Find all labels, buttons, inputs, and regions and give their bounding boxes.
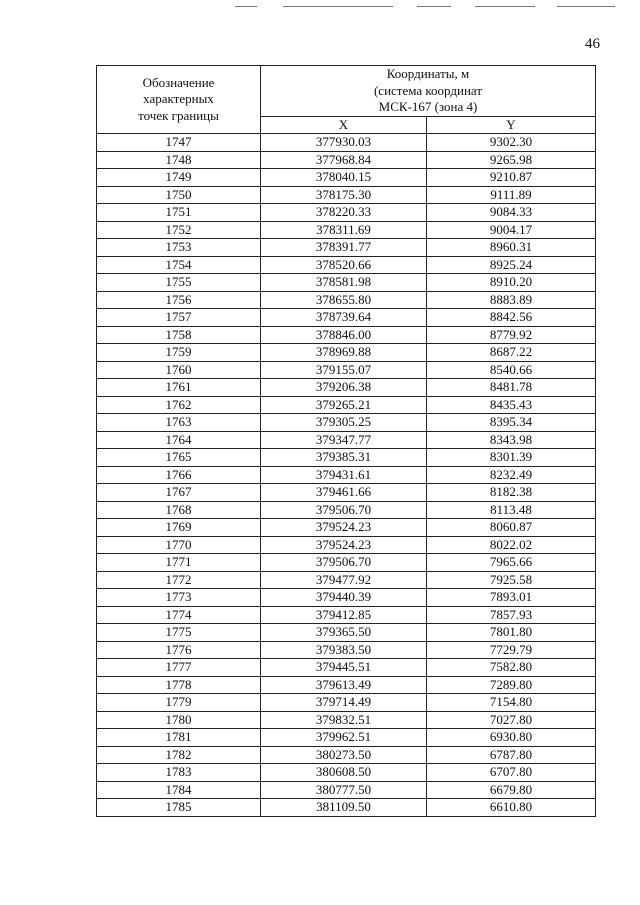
y-coordinate-cell: 8301.39	[427, 449, 596, 467]
y-coordinate-cell: 6787.80	[427, 746, 596, 764]
y-coordinate-cell: 9111.89	[427, 186, 596, 204]
table-row	[97, 799, 596, 817]
y-coordinate-cell: 6610.80	[427, 799, 596, 817]
x-coordinate-cell: 381109.50	[261, 799, 427, 817]
y-coordinate-cell: 8842.56	[427, 309, 596, 327]
y-coordinate-cell: 8060.87	[427, 519, 596, 537]
point-id-cell: 1781	[97, 729, 261, 747]
y-coordinate-cell: 7925.58	[427, 571, 596, 589]
table-row	[97, 449, 596, 467]
x-coordinate-cell: 378520.66	[261, 256, 427, 274]
x-coordinate-cell: 379412.85	[261, 606, 427, 624]
y-coordinate-cell: 9084.33	[427, 204, 596, 222]
y-coordinate-cell: 6707.80	[427, 764, 596, 782]
table-row	[97, 169, 596, 187]
point-id-cell: 1760	[97, 361, 261, 379]
y-coordinate-cell: 8481.78	[427, 379, 596, 397]
point-id-cell: 1782	[97, 746, 261, 764]
table-row	[97, 309, 596, 327]
x-coordinate-cell: 379714.49	[261, 694, 427, 712]
y-coordinate-cell: 7154.80	[427, 694, 596, 712]
x-coordinate-cell: 378739.64	[261, 309, 427, 327]
y-coordinate-cell: 8435.43	[427, 396, 596, 414]
y-coordinate-cell: 8232.49	[427, 466, 596, 484]
table-row	[97, 431, 596, 449]
table-row	[97, 291, 596, 309]
x-coordinate-cell: 379962.51	[261, 729, 427, 747]
y-coordinate-cell: 8395.34	[427, 414, 596, 432]
point-id-cell: 1785	[97, 799, 261, 817]
table-row	[97, 676, 596, 694]
x-coordinate-cell: 377930.03	[261, 134, 427, 152]
y-coordinate-cell: 6679.80	[427, 781, 596, 799]
table-row	[97, 764, 596, 782]
header-row	[97, 66, 596, 117]
x-coordinate-cell: 379461.66	[261, 484, 427, 502]
table-row	[97, 361, 596, 379]
table-row	[97, 466, 596, 484]
page-number: 46	[585, 36, 600, 52]
x-coordinate-cell: 379506.70	[261, 501, 427, 519]
x-coordinate-cell: 379445.51	[261, 659, 427, 677]
table-row	[97, 781, 596, 799]
table-row	[97, 239, 596, 257]
table-row	[97, 606, 596, 624]
x-coordinate-cell: 380273.50	[261, 746, 427, 764]
y-coordinate-cell: 7893.01	[427, 589, 596, 607]
x-coordinate-cell: 378581.98	[261, 274, 427, 292]
header-coords-line: (система координат	[373, 82, 483, 98]
y-coordinate-cell: 9210.87	[427, 169, 596, 187]
coordinates-table	[96, 65, 596, 817]
x-coordinate-cell: 379477.92	[261, 571, 427, 589]
x-coordinate-cell: 380777.50	[261, 781, 427, 799]
table-header	[97, 66, 596, 134]
x-coordinate-cell: 378846.00	[261, 326, 427, 344]
y-coordinate-cell: 9302.30	[427, 134, 596, 152]
x-coordinate-cell: 379524.23	[261, 519, 427, 537]
point-id-cell: 1769	[97, 519, 261, 537]
x-coordinate-cell: 377968.84	[261, 151, 427, 169]
point-id-cell: 1747	[97, 134, 261, 152]
x-coordinate-cell: 378311.69	[261, 221, 427, 239]
x-coordinate-cell: 378175.30	[261, 186, 427, 204]
x-coordinate-cell: 379347.77	[261, 431, 427, 449]
x-coordinate-cell: 379431.61	[261, 466, 427, 484]
y-coordinate-cell: 8182.38	[427, 484, 596, 502]
y-coordinate-cell: 8910.20	[427, 274, 596, 292]
table-row	[97, 641, 596, 659]
table-row	[97, 204, 596, 222]
point-id-cell: 1749	[97, 169, 261, 187]
point-id-cell: 1765	[97, 449, 261, 467]
point-id-cell: 1783	[97, 764, 261, 782]
table-row	[97, 379, 596, 397]
x-coordinate-cell: 379155.07	[261, 361, 427, 379]
scan-artifact-lines	[235, 6, 615, 10]
point-id-cell: 1767	[97, 484, 261, 502]
table-row	[97, 746, 596, 764]
point-id-cell: 1754	[97, 256, 261, 274]
table-row	[97, 589, 596, 607]
y-coordinate-cell: 8883.89	[427, 291, 596, 309]
point-id-cell: 1758	[97, 326, 261, 344]
point-id-cell: 1771	[97, 554, 261, 572]
table-row	[97, 221, 596, 239]
table-row	[97, 186, 596, 204]
y-coordinate-cell: 7027.80	[427, 711, 596, 729]
header-point-line: характерных	[143, 91, 214, 107]
x-coordinate-cell: 379383.50	[261, 641, 427, 659]
point-id-cell: 1748	[97, 151, 261, 169]
x-coordinate-cell: 379365.50	[261, 624, 427, 642]
point-id-cell: 1780	[97, 711, 261, 729]
header-y: Y	[427, 116, 596, 134]
table-row	[97, 659, 596, 677]
point-id-cell: 1763	[97, 414, 261, 432]
table-row	[97, 256, 596, 274]
table-row	[97, 274, 596, 292]
table-row	[97, 571, 596, 589]
table-row	[97, 151, 596, 169]
table-row	[97, 624, 596, 642]
point-id-cell: 1755	[97, 274, 261, 292]
table-row	[97, 414, 596, 432]
header-coords-line: Координаты, м	[386, 66, 470, 81]
x-coordinate-cell: 379305.25	[261, 414, 427, 432]
y-coordinate-cell: 8960.31	[427, 239, 596, 257]
x-coordinate-cell: 379613.49	[261, 676, 427, 694]
y-coordinate-cell: 7965.66	[427, 554, 596, 572]
point-id-cell: 1756	[97, 291, 261, 309]
x-coordinate-cell: 379265.21	[261, 396, 427, 414]
table-row	[97, 519, 596, 537]
y-coordinate-cell: 8779.92	[427, 326, 596, 344]
table-row	[97, 396, 596, 414]
point-id-cell: 1752	[97, 221, 261, 239]
y-coordinate-cell: 8687.22	[427, 344, 596, 362]
x-coordinate-cell: 379385.31	[261, 449, 427, 467]
x-coordinate-cell: 380608.50	[261, 764, 427, 782]
point-id-cell: 1768	[97, 501, 261, 519]
point-id-cell: 1779	[97, 694, 261, 712]
y-coordinate-cell: 8540.66	[427, 361, 596, 379]
x-coordinate-cell: 378391.77	[261, 239, 427, 257]
table-row	[97, 694, 596, 712]
y-coordinate-cell: 7801.80	[427, 624, 596, 642]
y-coordinate-cell: 7582.80	[427, 659, 596, 677]
y-coordinate-cell: 8343.98	[427, 431, 596, 449]
point-id-cell: 1773	[97, 589, 261, 607]
header-coordinates	[261, 66, 596, 117]
x-coordinate-cell: 379506.70	[261, 554, 427, 572]
header-point-line: Обозначение	[142, 74, 215, 90]
x-coordinate-cell: 378040.15	[261, 169, 427, 187]
point-id-cell: 1757	[97, 309, 261, 327]
point-id-cell: 1776	[97, 641, 261, 659]
point-id-cell: 1777	[97, 659, 261, 677]
y-coordinate-cell: 6930.80	[427, 729, 596, 747]
point-id-cell: 1772	[97, 571, 261, 589]
table-row	[97, 344, 596, 362]
table-row	[97, 501, 596, 519]
table-row	[97, 711, 596, 729]
point-id-cell: 1753	[97, 239, 261, 257]
point-id-cell: 1751	[97, 204, 261, 222]
point-id-cell: 1764	[97, 431, 261, 449]
x-coordinate-cell: 378969.88	[261, 344, 427, 362]
point-id-cell: 1775	[97, 624, 261, 642]
y-coordinate-cell: 7857.93	[427, 606, 596, 624]
header-point-line: точек границы	[138, 107, 219, 123]
table-body	[97, 134, 596, 817]
table-row	[97, 536, 596, 554]
point-id-cell: 1784	[97, 781, 261, 799]
header-point-designation	[97, 66, 261, 134]
y-coordinate-cell: 8022.02	[427, 536, 596, 554]
point-id-cell: 1762	[97, 396, 261, 414]
x-coordinate-cell: 378655.80	[261, 291, 427, 309]
header-coords-line: МСК-167 (зона 4)	[378, 99, 478, 114]
header-x: X	[261, 116, 427, 134]
point-id-cell: 1750	[97, 186, 261, 204]
x-coordinate-cell: 379832.51	[261, 711, 427, 729]
y-coordinate-cell: 8925.24	[427, 256, 596, 274]
y-coordinate-cell: 9004.17	[427, 221, 596, 239]
x-coordinate-cell: 379524.23	[261, 536, 427, 554]
y-coordinate-cell: 7729.79	[427, 641, 596, 659]
y-coordinate-cell: 8113.48	[427, 501, 596, 519]
table-row	[97, 554, 596, 572]
x-coordinate-cell: 378220.33	[261, 204, 427, 222]
point-id-cell: 1766	[97, 466, 261, 484]
table-row	[97, 326, 596, 344]
table-row	[97, 484, 596, 502]
y-coordinate-cell: 7289.80	[427, 676, 596, 694]
point-id-cell: 1759	[97, 344, 261, 362]
point-id-cell: 1770	[97, 536, 261, 554]
point-id-cell: 1778	[97, 676, 261, 694]
table-row	[97, 729, 596, 747]
x-coordinate-cell: 379206.38	[261, 379, 427, 397]
table-row	[97, 134, 596, 152]
x-coordinate-cell: 379440.39	[261, 589, 427, 607]
point-id-cell: 1774	[97, 606, 261, 624]
point-id-cell: 1761	[97, 379, 261, 397]
y-coordinate-cell: 9265.98	[427, 151, 596, 169]
